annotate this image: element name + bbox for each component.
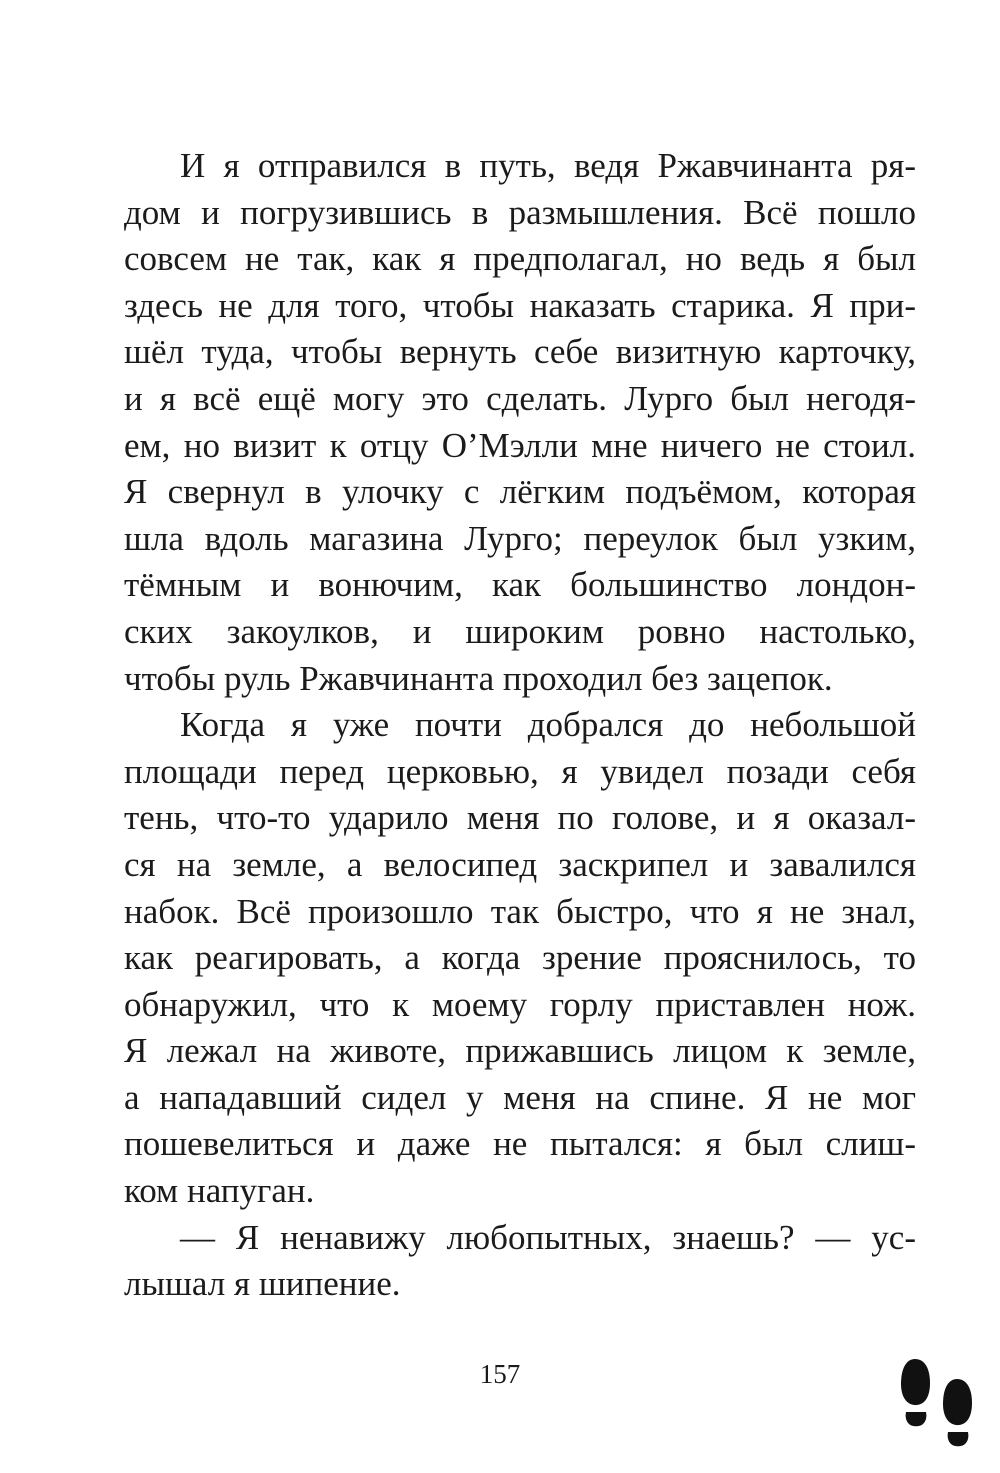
paragraph-1: [124, 143, 916, 702]
text-line: набок. Всё произошло так быстро, что я не знал,: [124, 891, 916, 931]
text-line: И я отправился в путь, ведя Ржавчинанта ря-: [180, 146, 916, 185]
text-line: как реагировать, а когда зрение прояснилось, то: [124, 938, 916, 978]
text-line: чтобы руль Ржавчинанта проходил без зацепок.: [124, 658, 833, 698]
text-line: а нападавший сидел у меня на спине. Я не мог: [124, 1077, 916, 1117]
text-line: ем, но визит к отцу О’Мэлли мне ничего не стоил.: [124, 425, 916, 465]
text-line: шёл туда, чтобы вернуть себе визитную карточку,: [124, 332, 916, 372]
text-line: тёмным и вонючим, как большинство лондон-: [124, 565, 916, 605]
text-line: шла вдоль магазина Лурго; переулок был узким,: [124, 518, 916, 558]
text-line: Я лежал на животе, прижавшись лицом к земле,: [124, 1031, 916, 1071]
text-line: дом и погрузившись в размышления. Всё пошло: [124, 192, 916, 232]
text-line: площади перед церковью, я увидел позади себя: [124, 751, 916, 791]
text-line: обнаружил, что к моему горлу приставлен нож.: [124, 984, 916, 1024]
body-text: [124, 143, 916, 1308]
text-line: здесь не для того, чтобы наказать старика. Я при-: [124, 285, 916, 325]
text-line: тень, что-то ударило меня по голове, и я оказал-: [124, 798, 916, 838]
text-line: — Я ненавижу любопытных, знаешь? — ус-: [180, 1217, 916, 1257]
text-line: и я всё ещё могу это сделать. Лурго был негодя-: [124, 378, 916, 418]
footprints-icon: [895, 1357, 977, 1463]
text-line: Я свернул в улочку с лёгким подъёмом, которая: [124, 472, 916, 512]
paragraph-3: [124, 1215, 916, 1308]
text-line: ком напуган.: [124, 1171, 315, 1211]
text-line: лышал я шипение.: [124, 1264, 401, 1304]
page-number: 157: [479, 1359, 521, 1389]
text-line: пошевелиться и даже не пытался: я был слиш-: [124, 1124, 916, 1164]
text-line: ся на земле, а велосипед заскрипел и завалился: [124, 844, 916, 884]
text-line: совсем не так, как я предполагал, но ведь я был: [124, 239, 916, 279]
text-line: Когда я уже почти добрался до небольшой: [180, 705, 916, 745]
paragraph-2: [124, 702, 916, 1215]
text-line: ских закоулков, и широким ровно настолько,: [124, 611, 916, 651]
